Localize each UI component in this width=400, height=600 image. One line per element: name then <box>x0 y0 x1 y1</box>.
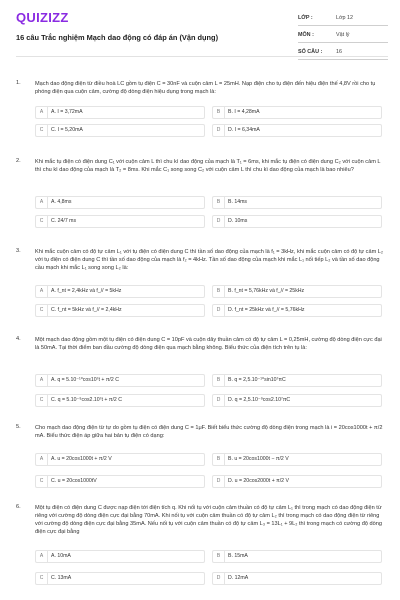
option-a[interactable] <box>35 196 205 209</box>
option-text: C. 13mA <box>51 575 72 581</box>
option-c[interactable] <box>35 124 205 137</box>
option-text: D. q = 2,5.10⁻⁹cos2.10⁷πC <box>228 397 291 403</box>
option-text: A. f_nt = 2,4kHz và f_// = 5kHz <box>51 288 122 294</box>
option-letter: C <box>36 573 48 584</box>
option-text: D. f_nt = 25kHz và f_// = 5,76kHz <box>228 307 305 313</box>
option-letter: A <box>36 107 48 118</box>
option-letter: B <box>213 197 225 208</box>
option-text: C. I = 5,20mA <box>51 127 83 133</box>
option-d[interactable] <box>212 394 382 407</box>
option-letter: D <box>213 125 225 136</box>
option-text: D. u = 20cos2000t + π/2 V <box>228 478 289 484</box>
option-c[interactable] <box>35 215 205 228</box>
option-letter: C <box>36 305 48 316</box>
option-text: D. I = 6,34mA <box>228 127 260 133</box>
option-b[interactable] <box>212 453 382 466</box>
option-letter: C <box>36 216 48 227</box>
option-text: B. 15mA <box>228 553 248 559</box>
meta-value: Vật lý <box>336 32 350 38</box>
option-text: B. u = 20cos1000t − π/2 V <box>228 456 289 462</box>
question-number: 6. <box>16 504 21 510</box>
question-number: 4. <box>16 336 21 342</box>
option-letter: A <box>36 551 48 562</box>
option-b[interactable] <box>212 106 382 119</box>
option-letter: A <box>36 286 48 297</box>
option-text: D. 12mA <box>228 575 249 581</box>
option-d[interactable] <box>212 304 382 317</box>
option-b[interactable] <box>212 285 382 298</box>
meta-value: 16 <box>336 49 342 55</box>
option-letter: B <box>213 286 225 297</box>
option-c[interactable] <box>35 394 205 407</box>
option-letter: C <box>36 125 48 136</box>
option-b[interactable] <box>212 550 382 563</box>
option-letter: A <box>36 197 48 208</box>
option-d[interactable] <box>212 215 382 228</box>
question-text: Một mạch dao động gồm một tụ điện có điện dung C = 10pF và cuộn dây thuần cảm có độ tự cảm L = 0,25mH, cường độ dòng điện cực đại là 50mA. Tại thời điểm ban đầu cường độ dòng điện qua mạch bằng không. Biểu thức của điện tích trên tụ là: <box>35 337 382 351</box>
option-b[interactable] <box>212 374 382 387</box>
option-text: A. u = 20cos1000t + π/2 V <box>51 456 112 462</box>
question-text: Mạch dao động điện từ điều hoà LC gồm tụ điện C = 30nF và cuộn cảm L = 25mH. Nạp điện cho tụ điện đến hiệu điện thế 4,8V rồi cho tụ phóng điện qua cuộn cảm, cường độ dòng điện hiệu dụng trong mạch là: <box>35 81 376 95</box>
option-text: A. I = 3,72mA <box>51 109 83 115</box>
option-text: A. 10mA <box>51 553 71 559</box>
option-text: B. 14ms <box>228 199 248 205</box>
option-text: B. I = 4,28mA <box>228 109 260 115</box>
option-letter: A <box>36 454 48 465</box>
meta-row-subject <box>298 29 388 43</box>
option-c[interactable] <box>35 572 205 585</box>
option-letter: A <box>36 375 48 386</box>
option-letter: D <box>213 476 225 487</box>
option-letter: B <box>213 551 225 562</box>
meta-value: Lớp 12 <box>336 15 354 21</box>
option-text: B. q = 2,5.10⁻¹⁰sin10⁷πC <box>228 377 286 383</box>
meta-label: MÔN : <box>298 32 314 38</box>
option-text: C. u = 20cos1000tV <box>51 478 97 484</box>
question-text: Khi mắc cuộn cảm có độ tự cảm L₁ với tụ điện có điện dung C thì tần số dao động của mạch là f₁ = 3kHz, khi mắc cuộn cảm có độ tự cảm L₂ với tụ điện có điện dung C thì tần số dao động của mạch là f₂ = 4kHz. Tần số dao động của mạch khi mắc L₁ nối tiếp L₂ và tần số dao động cầu mạch khi mắc L₁ song song L₂ là: <box>35 249 384 271</box>
option-letter: C <box>36 395 48 406</box>
question-number: 2. <box>16 158 21 164</box>
question-text: Cho mạch dao động điện từ tự do gồm tụ điện có điện dung C = 1μF. Biết biểu thức cường độ dòng điện trong mạch là i = 20cos1000t + π/2 mA. Biểu thức điện áp giữa hai bản tụ điện có dạng: <box>35 425 383 439</box>
option-letter: C <box>36 476 48 487</box>
option-a[interactable] <box>35 374 205 387</box>
quizizz-logo: QUIZIZZ <box>16 10 69 25</box>
option-text: C. 24/7 ms <box>51 218 77 224</box>
option-letter: B <box>213 375 225 386</box>
question-text: Khi mắc tụ điện có điện dung C₁ với cuộn cảm L thì chu kì dao động của mạch là T₁ = 6ms, khi mắc tụ điện có điện dung C₂ với cuộn cảm L thì chu kì dao động của mạch là T₂ = 8ms. Khi mắc C₁ song song C₂ với cuộn cảm L thì chu kì dao động của mạch là bao nhiêu? <box>35 159 381 173</box>
meta-label: LỚP : <box>298 15 313 21</box>
header-divider <box>16 56 388 57</box>
option-d[interactable] <box>212 475 382 488</box>
option-a[interactable] <box>35 285 205 298</box>
option-d[interactable] <box>212 572 382 585</box>
option-text: A. 4,8ms <box>51 199 72 205</box>
question-number: 1. <box>16 80 21 86</box>
option-d[interactable] <box>212 124 382 137</box>
option-text: A. q = 5.10⁻¹⁰cos10⁷t + π/2 C <box>51 377 119 383</box>
option-text: C. f_nt = 5kHz và f_// = 2,4kHz <box>51 307 122 313</box>
option-c[interactable] <box>35 475 205 488</box>
question-number: 5. <box>16 424 21 430</box>
option-a[interactable] <box>35 106 205 119</box>
question-text: Một tụ điện có điện dung C được nạp điện tới điện tích q. Khi nối tụ với cuộn cảm thuần có độ tự cảm L₁ thì trong mạch có dao động điện từ riêng với cường độ dòng điện cực đại bằng 70mA. Khi nối tụ với cuộn cảm thuần có độ tự cảm L₂ thì trong mạch có dao động điện từ riêng với cường độ dòng điện cực đại bằng 35mA. Nếu nối tụ với cuộn cảm thuần có độ tự cảm L₃ = 13L₁ + 9L₂ thì trong mạch có cường độ dòng điện cực đại bằng <box>35 505 382 535</box>
option-b[interactable] <box>212 196 382 209</box>
option-letter: D <box>213 305 225 316</box>
option-c[interactable] <box>35 304 205 317</box>
option-a[interactable] <box>35 550 205 563</box>
option-text: D. 10ms <box>228 218 248 224</box>
meta-row-class <box>298 12 388 26</box>
option-letter: D <box>213 395 225 406</box>
option-letter: B <box>213 454 225 465</box>
option-letter: D <box>213 573 225 584</box>
option-text: B. f_nt = 5,76kHz và f_// = 25kHz <box>228 288 305 294</box>
page-title: 16 câu Trắc nghiệm Mạch dao động có đáp án (Vận dụng) <box>16 33 219 42</box>
option-text: C. q = 5.10⁻⁹cos2.10⁷t + π/2 C <box>51 397 122 403</box>
option-letter: B <box>213 107 225 118</box>
meta-label: SỐ CÂU : <box>298 49 323 55</box>
meta-row-count <box>298 46 388 60</box>
option-a[interactable] <box>35 453 205 466</box>
option-letter: D <box>213 216 225 227</box>
question-number: 3. <box>16 248 21 254</box>
